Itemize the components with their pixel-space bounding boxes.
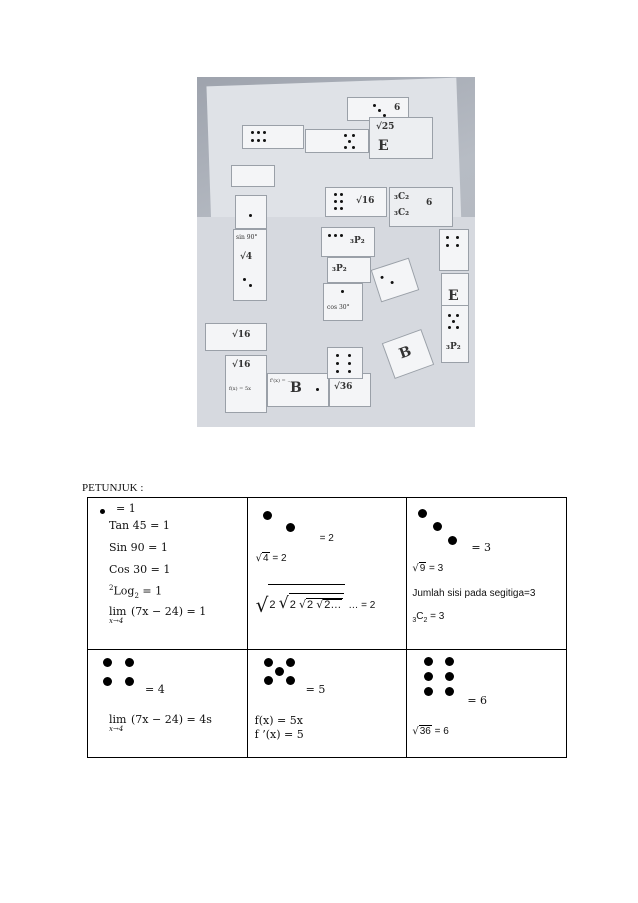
pip-dot (448, 536, 457, 545)
domino-card (389, 187, 453, 227)
log-result: = 1 (142, 584, 163, 598)
section-heading: PETUNJUK : (82, 482, 144, 494)
bullet-dot (100, 509, 105, 514)
hint-cell-six (407, 650, 567, 758)
log-base: 2 (109, 584, 114, 592)
comb-main: C (416, 611, 424, 622)
card-label: B (397, 343, 414, 363)
one-tan: Tan 45 = 1 (109, 519, 170, 532)
pip-dot (424, 672, 433, 681)
one-eq: = 1 (116, 502, 136, 515)
sqrt-radicand: 36 (419, 726, 431, 737)
three-sqrt9: √9 = 3 (412, 563, 444, 574)
card-label: ₃P₂ (350, 236, 365, 246)
pip-dot (264, 676, 273, 685)
pip-dot (445, 687, 454, 696)
card-label: f(x) = 5x (229, 386, 251, 392)
domino-card (325, 187, 387, 217)
card-label: √4 (240, 252, 253, 262)
card-label: E (378, 138, 389, 154)
four-lim-expr: (7x − 24) = 4s (131, 713, 212, 726)
lim-sub: x→4 (109, 725, 124, 733)
pip-dot (125, 677, 134, 686)
four-limit (109, 713, 127, 733)
pip-dot (103, 677, 112, 686)
three-eq: = 3 (471, 541, 492, 554)
card-label: √16 (232, 330, 251, 340)
two-sqrt4: √4 = 2 (255, 553, 287, 564)
sqrt-result: = 2 (272, 553, 287, 564)
hint-cell-five (247, 650, 407, 758)
log-sub: 2 (134, 591, 139, 600)
six-sqrt36: √36 = 6 (412, 726, 449, 737)
card-label: 6 (426, 198, 433, 208)
hint-cell-three (407, 498, 567, 650)
six-eq: = 6 (467, 694, 488, 707)
five-fx: f(x) = 5x (254, 714, 303, 727)
sqrt-radicand: 4 (263, 553, 269, 564)
domino-photo (197, 77, 475, 427)
card-label: ₃P₂ (446, 342, 461, 352)
domino-card (225, 355, 267, 413)
domino-card (242, 125, 304, 149)
pip-dot (424, 657, 433, 666)
pip-dot (424, 687, 433, 696)
domino-card (439, 229, 469, 271)
one-cos: Cos 30 = 1 (109, 563, 171, 576)
pip-dot (275, 667, 284, 676)
domino-card (327, 257, 371, 283)
domino-card (321, 227, 375, 257)
log-word: Log (113, 584, 135, 598)
lim-word: lim (109, 713, 127, 726)
nested-2: 2 (269, 599, 276, 611)
five-eq: = 5 (305, 683, 326, 696)
hint-table (87, 497, 567, 758)
pip-dot (286, 676, 295, 685)
domino-card (205, 323, 267, 351)
card-label: ₃P₂ (332, 264, 347, 274)
nested-2: 2 (289, 599, 296, 611)
domino-card (305, 129, 369, 153)
comb-sub: 2 (423, 617, 428, 624)
hint-cell-one (88, 498, 248, 650)
pip-dot (286, 658, 295, 667)
pip-dot (418, 509, 427, 518)
nested-2: 2 (307, 599, 314, 611)
card-label: B (290, 380, 302, 396)
domino-card (369, 117, 433, 159)
card-label: cos 30° (327, 304, 350, 311)
lim-sub: x→4 (109, 617, 124, 625)
comb-result: = 3 (430, 611, 445, 622)
one-log (109, 584, 162, 600)
pip-dot (263, 511, 272, 520)
one-lim-expr: (7x − 24) = 1 (131, 605, 207, 618)
card-label: f'(x) = ... (270, 378, 293, 384)
domino-card (235, 195, 267, 229)
pip-dot (264, 658, 273, 667)
card-label: √36 (334, 382, 353, 392)
domino-card (323, 283, 363, 321)
pip-dot (445, 672, 454, 681)
three-combination (412, 611, 444, 624)
comb-pre: 3 (412, 617, 417, 624)
card-label: E (448, 288, 459, 304)
sqrt-radicand: 9 (419, 563, 426, 574)
two-eq: = 2 (319, 533, 334, 544)
sqrt-result: = 6 (434, 726, 449, 737)
sqrt-result: = 3 (429, 563, 444, 574)
domino-card (327, 347, 363, 379)
five-fpx: f ’(x) = 5 (254, 728, 304, 741)
card-label: sin 90° (236, 234, 258, 241)
domino-card (267, 373, 329, 407)
one-sin: Sin 90 = 1 (109, 541, 168, 554)
hint-cell-two (247, 498, 407, 650)
card-label: √16 (232, 360, 251, 370)
domino-card (231, 165, 275, 187)
pip-dot (445, 657, 454, 666)
three-triangle: Jumlah sisi pada segitiga=3 (412, 588, 536, 599)
domino-card (441, 305, 469, 363)
pip-dot (433, 522, 442, 531)
four-eq: = 4 (145, 683, 165, 696)
card-label: 6 (394, 103, 401, 113)
card-label: √25 (376, 122, 395, 132)
one-limit (109, 605, 127, 625)
domino-card (233, 229, 267, 301)
pip-dot (103, 658, 112, 667)
card-label: ₃C₂ (394, 192, 410, 202)
nested-2: 2 (324, 599, 331, 611)
pip-dot (125, 658, 134, 667)
pip-dot (286, 523, 295, 532)
card-label: √16 (356, 196, 375, 206)
hint-cell-four (88, 650, 248, 758)
lim-word: lim (109, 605, 127, 618)
nested-result: … = 2 (348, 600, 376, 611)
two-nested-root: √2 √2 √2 √2… … = 2 (256, 584, 376, 617)
card-label: ₃C₂ (394, 208, 410, 218)
